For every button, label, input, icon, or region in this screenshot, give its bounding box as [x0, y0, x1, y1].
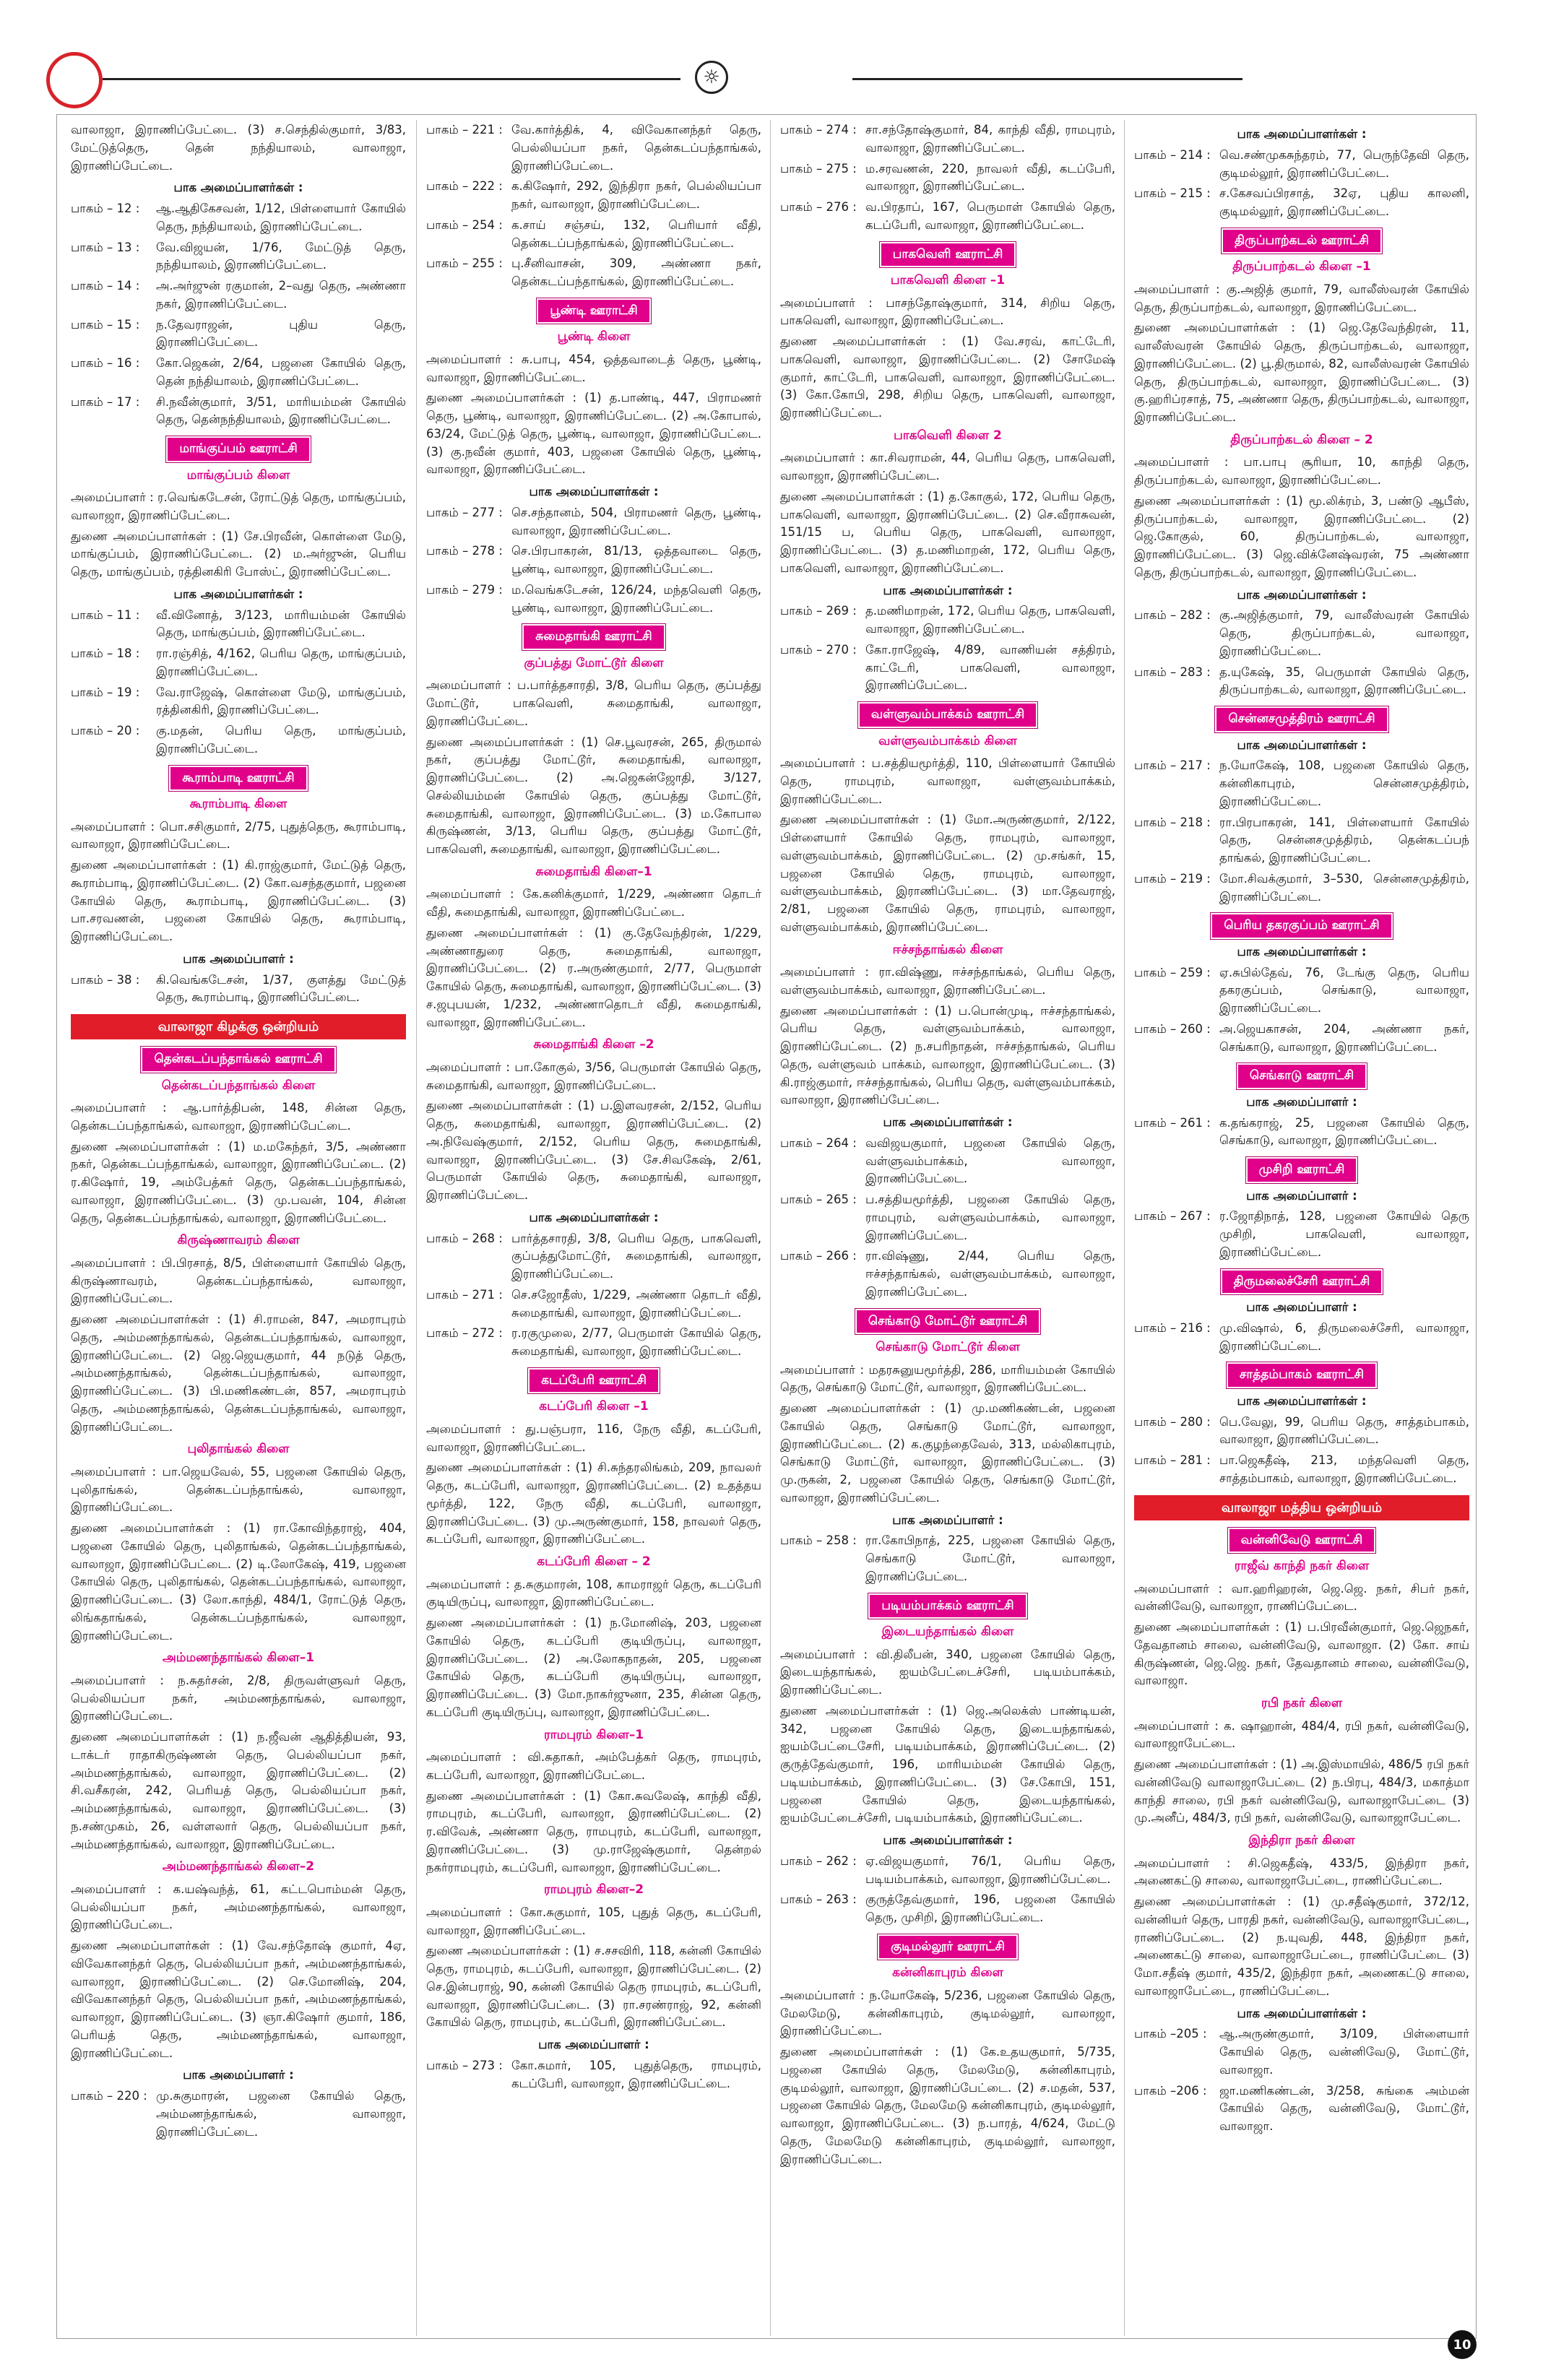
- branch-heading: புலிதாங்கல் கிளை: [187, 1442, 290, 1457]
- booth-entry: [426, 542, 761, 579]
- booth-number: பாகம் – 17 :: [71, 394, 140, 409]
- booth-organiser: குருத்தேவ்குமார், 196, பஜனை கோயில் தெரு, முசிறி, இராணிப்பேட்டை.: [865, 1892, 1115, 1924]
- column-4: [1134, 121, 1469, 2336]
- booth-organiser: க.தங்கராஜ், 25, பஜனை கோயில் தெரு, செங்காடு, வாலாஜா, இராணிப்பேட்டை.: [1219, 1115, 1469, 1148]
- booth-organiser: கு.மதன், பெரிய தெரு, மாங்குப்பம், இராணிப்பேட்டை.: [156, 724, 406, 756]
- booth-entry: [71, 607, 406, 643]
- column-divider: [1124, 120, 1125, 2336]
- rising-sun-icon: ☼: [695, 61, 728, 94]
- booth-organiser: ந.யோகேஷ், 108, பஜனை கோயில் தெரு, கன்னிகாபுரம், சென்னசமுத்திரம், இராணிப்பேட்டை.: [1219, 758, 1469, 808]
- booth-number: பாகம் –205 :: [1134, 2027, 1207, 2041]
- booth-number: பாகம் – 222 :: [426, 179, 503, 194]
- entry-text: துணை அமைப்பாளர்கள் : (1) மூ.லிக்ரம், 3, பண்டு ஆபீஸ், திருப்பாற்கடல், வாலாஜா, இராணிப்பேட்டை. (2) ஜெ.கோகுல், 60, திருப்பாற்கடல், வாலாஜா, இராணிப்பேட்டை. (3) ஜெ.விக்னேஷ்வரன், 75 அண்ணா தெரு, திருப்பாற்கடல், வாலாஜா, இராணிப்பேட்டை.: [1134, 493, 1469, 579]
- entry-text: துணை அமைப்பாளர்கள் : (1) த.கோகுல், 172, பெரிய தெரு, பாகவெளி, வாலாஜா, இராணிப்பேட்டை. (2) செ.வீராசுவன், 151/15 ப, பெரிய தெரு, பாகவெளி, வாலாஜா, இராணிப்பேட்டை. (3) த.மணிமாறன், 172, பெரிய தெரு, பாகவெளி, வாலாஜா, இராணிப்பேட்டை.: [780, 489, 1115, 575]
- booth-organiser: த.யுகேஷ், 35, பெருமாள் கோயில் தெரு, திருப்பாற்கடல், வாலாஜா, இராணிப்பேட்டை.: [1219, 665, 1469, 697]
- booth-number: பாகம் – 217 :: [1134, 758, 1211, 773]
- booth-number: பாகம் – 274 :: [780, 123, 857, 137]
- booth-entry: [71, 2087, 406, 2141]
- entry-text: துணை அமைப்பாளர்கள் : (1) கே.உதயகுமார், 5/735, பஜனை கோயில் தெரு, மேலமேடு, கன்னிகாபுரம், குடிமல்லூர், வாலாஜா, இராணிப்பேட்டை. (2) ச.மதன், 537, பஜனை கோயில் தெரு, மேலமேடு கன்னிகாபுரம், குடிமல்லூர், வாலாஜா, இராணிப்பேட்டை. (3) ந.பாரத், 4/624, மேட்டு தெரு, மேலமேடு கன்னிகாபுரம், குடிமல்லூர், வாலாஜா, இராணிப்பேட்டை.: [780, 2045, 1115, 2166]
- booth-entry: [71, 316, 406, 352]
- column-divider: [416, 120, 417, 2336]
- panchayat-heading: கூராம்பாடி ஊராட்சி: [169, 766, 307, 792]
- booth-organisers-label: பாக அமைப்பாளர்கள் :: [883, 583, 1013, 597]
- branch-heading: திருப்பாற்கடல் கிளை –1: [1232, 259, 1371, 274]
- booth-entry: [426, 1286, 761, 1323]
- panchayat-heading: கடப்பேரி ஊராட்சி: [528, 1368, 660, 1394]
- booth-organiser: மோ.சிவக்குமார், 3–530, சென்னசமுத்திரம், இராணிப்பேட்டை.: [1219, 871, 1469, 904]
- booth-number: பாகம் – 265 :: [780, 1193, 857, 1206]
- booth-organisers-label: பாக அமைப்பாளர்கள் :: [1237, 737, 1367, 752]
- entry-text: அமைப்பாளர் : க.யஷ்வந்த், 61, கட்டபொம்மன் தெரு, பெல்லியப்பா நகர், அம்மணந்தாங்கல், வாலாஜா, இராணிப்பேட்டை.: [71, 1882, 406, 1932]
- booth-number: பாகம் – 254 :: [426, 217, 503, 232]
- booth-organiser: கோ.ஜெகன், 2/64, பஜனை கோயில் தெரு, தென் நந்தியாலம், இராணிப்பேட்டை.: [156, 356, 406, 388]
- branch-heading: கன்னிகாபுரம் கிளை: [892, 1965, 1003, 1981]
- booth-organiser: கு.அஜித்குமார், 79, வாலீஸ்வரன் கோயில் தெரு, திருப்பாற்கடல், வாலாஜா, இராணிப்பேட்டை.: [1219, 608, 1469, 658]
- entry-text: வாலாஜா, இராணிப்பேட்டை. (3) ச.செந்தில்குமார், 3/83, மேட்டுத்தெரு, தென் நந்தியாலம், வாலாஜா, இராணிப்பேட்டை.: [71, 123, 406, 173]
- booth-number: பாகம் – 279 :: [426, 582, 503, 597]
- booth-number: பாகம் – 273 :: [426, 2058, 503, 2072]
- entry-text: துணை அமைப்பாளர்கள் : (1) செ.பூவரசன், 265, திருமால் நகர், குப்பத்து மோட்டூர், சுமைதாங்கி, வாலாஜா, இராணிப்பேட்டை. (2) அ.ஜெகன்ஜோதி, 3/127, செல்லியம்மன் கோயில் தெரு, குப்பத்து மோட்டூர், சுமைதாங்கி, வாலாஜா, இராணிப்பேட்டை. (3) ம.கோபால கிருஷ்ணன், 3/13, பெரிய தெரு, குப்பத்து மோட்டூர், பாகவெளி, சுமைதாங்கி, வாலாஜா, இராணிப்பேட்டை.: [426, 735, 761, 856]
- entry-text: துணை அமைப்பாளர்கள் : (1) கு.தேவேந்திரன், 1/229, அண்ணாதுரை தெரு, சுமைதாங்கி, வாலாஜா, இராணிப்பேட்டை. (2) ர.அருண்குமார், 2/77, பெருமாள் கோயில் தெரு, சுமைதாங்கி, வாலாஜா, இராணிப்பேட்டை. (3) ச.ஜபுபயன், 1/232, அண்ணாதொடர் வீதி, சுமைதாங்கி, வாலாஜா, இராணிப்பேட்டை.: [426, 925, 761, 1029]
- booth-entry: [1134, 1021, 1469, 1057]
- booth-number: பாகம் – 13 :: [71, 240, 140, 254]
- page-header: [0, 0, 1543, 101]
- branch-heading: ராஜீவ் காந்தி நகர் கிளை: [1234, 1559, 1370, 1573]
- booth-entry: [426, 2057, 761, 2093]
- booth-organisers-label: பாக அமைப்பாளர் :: [183, 2068, 294, 2082]
- booth-entry: [1134, 870, 1469, 906]
- branch-heading: இடையந்தாங்கல் கிளை: [881, 1624, 1014, 1639]
- panchayat-heading: பாகவெளி ஊராட்சி: [880, 242, 1016, 268]
- booth-entry: [71, 394, 406, 430]
- booth-entry: [426, 1230, 761, 1284]
- booth-organiser: த.மணிமாறன், 172, பெரிய தெரு, பாகவெளி, வாலாஜா, இராணிப்பேட்டை.: [865, 604, 1115, 636]
- booth-entry: [1134, 664, 1469, 700]
- entry-text: அமைப்பாளர் : ந.சுதர்சன், 2/8, திருவள்ளுவர் தெரு, பெல்லியப்பா நகர், அம்மணந்தாங்கல், வாலாஜா, இராணிப்பேட்டை.: [71, 1673, 406, 1723]
- panchayat-heading: திருமலைச்சேரி ஊராட்சி: [1221, 1269, 1383, 1295]
- booth-entry: [780, 641, 1115, 695]
- entry-text: அமைப்பாளர் : பாசந்தோஷ்குமார், 314, சிறிய தெரு, பாகவெளி, வாலாஜா, இராணிப்பேட்டை.: [780, 295, 1115, 328]
- booth-organiser: பெ.வேலு, 99, பெரிய தெரு, சாத்தம்பாகம், வாலாஜா, இராணிப்பேட்டை.: [1219, 1414, 1469, 1447]
- entry-text: துணை அமைப்பாளர்கள் : (1) ம.மகேந்தர், 3/5, அண்ணா நகர், தென்கடப்பந்தாங்கல், வாலாஜா, இராணிப்பேட்டை. (2) ர.கிஷோர், 19, அம்பேத்கர் தெரு, தென்கடப்பந்தாங்கல், வாலாஜா, இராணிப்பேட்டை. (3) மு.பவன், 104, சின்ன தெரு, தென்கடப்பந்தாங்கல், வாலாஜா, இராணிப்பேட்டை.: [71, 1139, 406, 1225]
- entry-text: துணை அமைப்பாளர்கள் : (1) ஜெ.அலெக்ஸ் பாண்டியன், 342, பஜனை கோயில் தெரு, இடையந்தாங்கல், ஐயம்பேட்டைசேரி, படியம்பாக்கம், இராணிப்பேட்டை. (2) குருத்தேவ்குமார், 196, மாரியம்மன் கோயில் தெரு, படியம்பாக்கம், இராணிப்பேட்டை. (3) சே.கோபி, 151, பஜனை கோயில் தெரு, இடையந்தாங்கல், ஐயம்பேட்டைச்சேரி, படியம்பாக்கம், இராணிப்பேட்டை.: [780, 1703, 1115, 1825]
- union-heading: வாலாஜா கிழக்கு ஒன்றியம்: [71, 1014, 406, 1039]
- entry-text: துணை அமைப்பாளர்கள் : (1) வே.சந்தோஷ் குமார், 4ஏ, விவேகானந்தர் தெரு, பெல்லியப்பா நகர், அம்மணந்தாங்கல், வாலாஜா, இராணிப்பேட்டை. (2) செ.மோனிஷ், 204, விவேகானந்தர் தெரு, பெல்லியப்பா நகர், அம்மணந்தாங்கல், வாலாஜா, இராணிப்பேட்டை. (3) ஞா.கிஷோர் குமார், 186, பெரியத் தெரு, அம்மணந்தாங்கல், வாலாஜா, இராணிப்பேட்டை.: [71, 1939, 406, 2060]
- booth-entry: [780, 1247, 1115, 1301]
- booth-entry: [71, 239, 406, 275]
- booth-organisers-label: பாக அமைப்பாளர் :: [183, 951, 294, 966]
- booth-organiser: ரா.பிரபாகரன், 141, பிள்ளையார் கோயில் தெரு, சென்னசமுத்திரம், தென்கடப்பந் தாங்கல், இராணிப்பேட்டை.: [1219, 815, 1469, 865]
- booth-organiser: ஆ.அருண்குமார், 3/109, பிள்ளையார் கோயில் தெரு, வன்னிவேடு, மோட்டூர், வாலாஜா.: [1219, 2027, 1469, 2077]
- entry-text: அமைப்பாளர் : த.சுகுமாரன், 108, காமராஜர் தெரு, கடப்பேரி குடியிருப்பு, வாலாஜா, இராணிப்பேட்டை.: [426, 1577, 761, 1609]
- booth-organiser: பார்த்தசாரதி, 3/8, பெரிய தெரு, பாகவெளி, குப்பத்துமோட்டூர், சுமைதாங்கி, வாலாஜா, இராணிப்பேட்டை.: [511, 1231, 761, 1281]
- panchayat-heading: தென்கடப்பந்தாங்கல் ஊராட்சி: [141, 1047, 335, 1073]
- booth-number: பாகம் – 262 :: [780, 1853, 857, 1868]
- booth-number: பாகம் – 275 :: [780, 161, 857, 176]
- booth-entry: [1134, 1320, 1469, 1356]
- branch-heading: வள்ளுவம்பாக்கம் கிளை: [878, 733, 1017, 748]
- booth-entry: [426, 121, 761, 175]
- panchayat-heading: முசிறி ஊராட்சி: [1246, 1157, 1358, 1183]
- booth-entry: [780, 199, 1115, 235]
- booth-number: பாகம் – 280 :: [1134, 1414, 1211, 1429]
- booth-number: பாகம் – 255 :: [426, 256, 503, 271]
- section-ring-icon: [46, 52, 103, 108]
- entry-text: துணை அமைப்பாளர்கள் : (1) கோ.சுவலேஷ், காந்தி வீதி, ராமபுரம், கடப்பேரி, வாலாஜா, இராணிப்பேட்டை. (2) ர.விவேக், அண்ணா தெரு, ராமபுரம், கடப்பேரி, வாலாஜா, இராணிப்பேட்டை. (3) மு.ராஜேஷ்குமார், தென்றல் நகர்ராமபுரம், கடப்பேரி, வாலாஜா, இராணிப்பேட்டை.: [426, 1788, 761, 1874]
- branch-heading: கூராம்பாடி கிளை: [189, 797, 288, 811]
- booth-organiser: ஏ.விஜயகுமார், 76/1, பெரிய தெரு, படியம்பாக்கம், வாலாஜா, இராணிப்பேட்டை.: [865, 1853, 1115, 1886]
- branch-heading: அம்மணந்தாங்கல் கிளை–1: [162, 1650, 315, 1666]
- column-2: [426, 121, 761, 2336]
- entry-text: துணை அமைப்பாளர்கள் : (1) த.பாண்டி, 447, பிராமணர் தெரு, பூண்டி, வாலாஜா, இராணிப்பேட்டை. (2) அ.கோபால், 63/24, மேட்டுத் தெரு, பூண்டி, வாலாஜா, இராணிப்பேட்டை. (3) கு.நவீன் குமார், 403, பஜனை கோயில் தெரு, பூண்டி, வாலாஜா, இராணிப்பேட்டை.: [426, 391, 761, 477]
- column-divider: [770, 120, 771, 2336]
- booth-number: பாகம் – 14 :: [71, 279, 140, 293]
- booth-organiser: பு.சீனிவாசன், 309, அண்ணா நகர், தென்கடப்பந்தாங்கல், இராணிப்பேட்டை.: [511, 256, 761, 288]
- column-3: [780, 121, 1115, 2336]
- booth-number: பாகம் – 215 :: [1134, 186, 1211, 201]
- booth-number: பாகம் – 268 :: [426, 1231, 503, 1245]
- booth-organiser: வீ.வினோத், 3/123, மாரியம்மன் கோயில் தெரு, மாங்குப்பம், இராணிப்பேட்டை.: [156, 607, 406, 640]
- booth-entry: [1134, 607, 1469, 660]
- booth-number: பாகம் – 20 :: [71, 724, 140, 737]
- booth-entry: [1134, 1414, 1469, 1450]
- booth-entry: [426, 178, 761, 214]
- entry-text: துணை அமைப்பாளர்கள் : (1) ப.பிரவீன்குமார், ஜெ.ஜெநகர், தேவதானம் சாலை, வன்னிவேடு, வாலாஜா. (2) கோ. சாய் கிருஷ்ணன், ஜெ.ஜெ. நகர், தேவதானம் சாலை, வன்னிவேடு, வாலாஜா.: [1134, 1620, 1469, 1688]
- booth-entry: [71, 200, 406, 236]
- booth-entry: [1134, 2082, 1469, 2136]
- booth-number: பாகம் – 276 :: [780, 200, 857, 214]
- booth-number: பாகம் – 12 :: [71, 202, 140, 215]
- booth-number: பாகம் – 263 :: [780, 1892, 857, 1907]
- entry-text: துணை அமைப்பாளர்கள் : (1) ஜெ.தேவேந்திரன், 11, வாலீஸ்வரன் கோயில் தெரு, திருப்பாற்கடல், வாலாஜா, இராணிப்பேட்டை. (2) பூ.திருமால், 82, வாலீஸ்வரன் கோயில் தெரு, திருப்பாற்கடல், வாலாஜா, இராணிப்பேட்டை. (3) கு.ஹரிப்ரசாத், 75, அண்ணா தெரு, திருப்பாற்கடல், வாலாஜா, இராணிப்பேட்டை.: [1134, 321, 1469, 424]
- booth-number: பாகம் – 270 :: [780, 642, 857, 657]
- booth-organisers-label: பாக அமைப்பாளர் :: [1246, 1300, 1357, 1314]
- entry-text: அமைப்பாளர் : ப.சத்தியமூர்த்தி, 110, பிள்ளையார் கோயில் தெரு, ராமபுரம், வாலாஜா, வள்ளுவம்பாக்கம், இராணிப்பேட்டை.: [780, 756, 1115, 806]
- branch-heading: அம்மணந்தாங்கல் கிளை–2: [162, 1859, 315, 1874]
- booth-number: பாகம் – 219 :: [1134, 871, 1211, 886]
- booth-organiser: கி.வெங்கடேசன், 1/37, குளத்து மேட்டுத் தெரு, கூராம்பாடி, இராணிப்பேட்டை.: [156, 972, 406, 1005]
- booth-entry: [780, 602, 1115, 639]
- booth-number: பாகம் – 38 :: [71, 972, 140, 987]
- booth-organisers-label: பாக அமைப்பாளர்கள் :: [883, 1115, 1013, 1129]
- panchayat-heading: திருப்பாற்கடல் ஊராட்சி: [1222, 228, 1382, 254]
- booth-organiser: வே.கார்த்திக், 4, விவேகானந்தர் தெரு, பெல்லியப்பா நகர், தென்கடப்பந்தாங்கல், இராணிப்பேட்டை.: [511, 123, 761, 173]
- booth-organiser: வெ.சண்முகசுந்தரம், 77, பெருந்தேவி தெரு, குடிமல்லூர், இராணிப்பேட்டை.: [1219, 147, 1469, 180]
- panchayat-heading: வள்ளுவம்பாக்கம் ஊராட்சி: [858, 702, 1037, 728]
- booth-number: பாகம் –206 :: [1134, 2083, 1207, 2098]
- branch-heading: பூண்டி கிளை: [557, 329, 631, 345]
- booth-number: பாகம் – 19 :: [71, 685, 140, 699]
- entry-text: அமைப்பாளர் : பா.பாபு சூரியா, 10, காந்தி தெரு, திருப்பாற்கடல், வாலாஜா, இராணிப்பேட்டை.: [1134, 455, 1469, 487]
- header-rule-right: [852, 78, 1242, 80]
- page-number: 10: [1448, 2330, 1477, 2359]
- booth-organiser: செ.சந்தானம், 504, பிராமணர் தெரு, பூண்டி, வாலாஜா, இராணிப்பேட்டை.: [511, 505, 761, 537]
- entry-text: அமைப்பாளர் : பொ.சசிகுமார், 2/75, புதுத்தெரு, கூராம்பாடி, வாலாஜா, இராணிப்பேட்டை.: [71, 819, 406, 852]
- branch-heading: குப்பத்து மோட்டூர் கிளை: [524, 655, 664, 670]
- booth-organiser: அ.அர்ஜுன் ரகுமான், 2–வது தெரு, அண்ணா நகர், இராணிப்பேட்டை.: [156, 279, 406, 311]
- booth-number: பாகம் – 271 :: [426, 1287, 503, 1302]
- booth-number: பாகம் – 272 :: [426, 1326, 503, 1341]
- booth-organiser: ஜா.மணிகண்டன், 3/258, சுங்கை அம்மன் கோயில் தெரு, வன்னிவேடு, மோட்டூர், வாலாஜா.: [1219, 2083, 1469, 2133]
- entry-text: துணை அமைப்பாளர்கள் : (1) ந.மோனிஷ், 203, பஜனை கோயில் தெரு, கடப்பேரி குடியிருப்பு, வாலாஜா, இராணிப்பேட்டை. (2) அ.லோகநாதன், 205, பஜனை கோயில் தெரு, கடப்பேரி குடியிருப்பு, வாலாஜா, இராணிப்பேட்டை. (3) மோ.நாகர்ஜுனா, 235, சின்ன தெரு, கடப்பேரி குடியிருப்பு, வாலாஜா, இராணிப்பேட்டை.: [426, 1616, 761, 1719]
- entry-text: துணை அமைப்பாளர்கள் : (1) சே.பிரவீன், கொள்ளை மேடு, மாங்குப்பம், இராணிப்பேட்டை. (2) ம.அர்ஜுன், பெரிய தெரு, மாங்குப்பம், ரத்தினகிரி போஸ்ட், இராணிப்பேட்டை.: [71, 529, 406, 579]
- entry-text: அமைப்பாளர் : ஆ.பார்த்திபன், 148, சின்ன தெரு, தென்கடப்பந்தாங்கல், வாலாஜா, இராணிப்பேட்டை.: [71, 1101, 406, 1133]
- entry-text: துணை அமைப்பாளர்கள் : (1) வே.சரவ், காட்டேரி, பாகவெளி, வாலாஜா, இராணிப்பேட்டை. (2) சோமேஷ் குமார், காட்டேரி, பாகவெளி, வாலாஜா, இராணிப்பேட்டை. (3) கோ.கோபி, 298, சிறிய தெரு, பாகவெளி, வாலாஜா, இராணிப்பேட்டை.: [780, 334, 1115, 420]
- booth-organisers-label: பாக அமைப்பாளர்கள் :: [1237, 127, 1367, 141]
- booth-entry: [780, 1891, 1115, 1927]
- entry-text: அமைப்பாளர் : மதரசுனுயமூர்த்தி, 286, மாரியம்மன் கோயில் தெரு, செங்காடு மோட்டூர், வாலாஜா, இராணிப்பேட்டை.: [780, 1362, 1115, 1395]
- booth-number: பாகம் – 214 :: [1134, 147, 1211, 162]
- branch-heading: தென்கடப்பந்தாங்கல் கிளை: [161, 1078, 316, 1093]
- booth-entry: [71, 277, 406, 313]
- branch-heading: சுமைதாங்கி கிளை –2: [533, 1037, 654, 1052]
- entry-text: துணை அமைப்பாளர்கள் : (1) அ.இஸ்மாயில், 486/5 ரபி நகர் வன்னிவேடு வாலாஜாபேட்டை (2) ந.பிரபு, 484/3, மகாத்மா காந்தி சாலை, ரபி நகர் வன்னிவேடு, வாலாஜாபேட்டை (3) மு.அனீப், 484/3, ரபி நகர், வன்னிவேடு, வாலாஜாபேட்டை.: [1134, 1757, 1469, 1825]
- entry-text: அமைப்பாளர் : க. ஷாஹான், 484/4, ரபி நகர், வன்னிவேடு, வாலாஜாபேட்டை.: [1134, 1718, 1469, 1751]
- panchayat-heading: சென்னசமுத்திரம் ஊராட்சி: [1215, 706, 1388, 732]
- booth-organiser: மு.சுகுமாரன், பஜனை கோயில் தெரு, அம்மணந்தாங்கல், வாலாஜா, இராணிப்பேட்டை.: [156, 2089, 406, 2139]
- booth-number: பாகம் – 278 :: [426, 544, 503, 558]
- union-heading: வாலாஜா மத்திய ஒன்றியம்: [1134, 1495, 1469, 1520]
- booth-entry: [1134, 147, 1469, 183]
- booth-entry: [1134, 964, 1469, 1018]
- entry-text: அமைப்பாளர் : பா.கோகுல், 3/56, பெருமாள் கோயில் தெரு, சுமைதாங்கி, வாலாஜா, இராணிப்பேட்டை.: [426, 1060, 761, 1092]
- booth-number: பாகம் – 216 :: [1134, 1320, 1211, 1335]
- booth-number: பாகம் – 266 :: [780, 1249, 857, 1263]
- entry-text: அமைப்பாளர் : கோ.சுகுமார், 105, புதுத் தெரு, கடப்பேரி, வாலாஜா, இராணிப்பேட்டை.: [426, 1905, 761, 1937]
- booth-number: பாகம் – 282 :: [1134, 608, 1211, 623]
- booth-number: பாகம் – 15 :: [71, 317, 140, 332]
- panchayat-heading: வன்னிவேடு ஊராட்சி: [1228, 1528, 1375, 1554]
- booth-entry: [1134, 757, 1469, 810]
- booth-organisers-label: பாக அமைப்பாளர் :: [892, 1513, 1003, 1527]
- booth-organisers-label: பாக அமைப்பாளர் :: [1246, 1094, 1357, 1109]
- booth-entry: [780, 1135, 1115, 1188]
- booth-organiser: க.சாய் சஞ்சய், 132, பெரியார் வீதி, தென்கடப்பந்தாங்கல், இராணிப்பேட்டை.: [511, 217, 761, 250]
- panchayat-heading: செங்காடு ஊராட்சி: [1237, 1063, 1367, 1089]
- booth-organisers-label: பாக அமைப்பாளர்கள் :: [1237, 1393, 1367, 1408]
- branch-heading: ரபி நகர் கிளை: [1261, 1696, 1343, 1710]
- booth-entry: [71, 355, 406, 391]
- panchayat-heading: மாங்குப்பம் ஊராட்சி: [166, 436, 310, 462]
- branch-heading: கிருஷ்ணாவரம் கிளை: [177, 1233, 300, 1248]
- panchayat-heading: செங்காடு மோட்டூர் ஊராட்சி: [855, 1309, 1040, 1335]
- column-1: [71, 121, 406, 2336]
- entry-text: துணை அமைப்பாளர்கள் : (1) ப.இளவரசன், 2/152, பெரிய தெரு, சுமைதாங்கி, வாலாஜா, இராணிப்பேட்டை. (2) அ.நிவேஷ்குமார், 2/152, பெரிய தெரு, சுமைதாங்கி, வாலாஜா, இராணிப்பேட்டை. (3) சே.சிவகேஷ், 2/61, பெருமாள் கோயில் தெரு, சுமைதாங்கி, வாலாஜா, இராணிப்பேட்டை.: [426, 1099, 761, 1202]
- entry-text: அமைப்பாளர் : ரா.விஷ்ணு, ஈச்சந்தாங்கல், பெரிய தெரு, வள்ளுவம்பாக்கம், வாலாஜா, இராணிப்பேட்டை.: [780, 965, 1115, 997]
- booth-entry: [1134, 1115, 1469, 1151]
- entry-text: அமைப்பாளர் : து.பஞ்பரா, 116, நேரு வீதி, கடப்பேரி, வாலாஜா, இராணிப்பேட்டை.: [426, 1421, 761, 1454]
- booth-organiser: செ.சஜோதீஸ், 1/229, அண்ணா தொடர் வீதி, சுமைதாங்கி, வாலாஜா, இராணிப்பேட்டை.: [511, 1287, 761, 1320]
- booth-organisers-label: பாக அமைப்பாளர்கள் :: [529, 1210, 659, 1224]
- entry-text: அமைப்பாளர் : வா.ஹரிஹரன், ஜெ.ஜெ. நகர், சிபர் நகர், வன்னிவேடு, வாலாஜா, ராணிப்பேட்டை.: [1134, 1581, 1469, 1614]
- entry-text: அமைப்பாளர் : வி.சுதாகர், அம்பேத்கர் தெரு, ராமபுரம், கடப்பேரி, வாலாஜா, இராணிப்பேட்டை.: [426, 1750, 761, 1782]
- booth-number: பாகம் – 16 :: [71, 356, 140, 370]
- booth-organisers-label: பாக அமைப்பாளர் :: [1246, 1188, 1357, 1203]
- booth-organisers-label: பாக அமைப்பாளர்கள் :: [1237, 2006, 1367, 2020]
- panchayat-heading: சாத்தம்பாகம் ஊராட்சி: [1227, 1362, 1377, 1388]
- entry-text: துணை அமைப்பாளர்கள் : (1) சி.சுந்தரலிங்கம், 209, நாவலர் தெரு, கடப்பேரி, வாலாஜா, இராணிப்பேட்டை. (2) உதத்தய மூர்த்தி, 122, நேரு வீதி, கடப்பேரி, வாலாஜா, இராணிப்பேட்டை. (3) மு.அருண்குமார், 158, நாவலர் தெரு, கடப்பேரி, வாலாஜா, இராணிப்பேட்டை.: [426, 1461, 761, 1546]
- booth-organisers-label: பாக அமைப்பாளர்கள் :: [529, 485, 659, 498]
- booth-organiser: ப.சத்தியமூர்த்தி, பஜனை கோயில் தெரு, ராமபுரம், வள்ளுவம்பாக்கம், வாலாஜா, இராணிப்பேட்டை.: [865, 1193, 1115, 1242]
- entry-text: அமைப்பாளர் : வி.திலீபன், 340, பஜனை கோயில் தெரு, இடையந்தாங்கல், ஐயம்பேட்டைச்சேரி, படியம்பாக்கம், இராணிப்பேட்டை.: [780, 1647, 1115, 1697]
- branch-heading: கடப்பேரி கிளை – 2: [537, 1554, 651, 1569]
- booth-number: பாகம் – 220 :: [71, 2089, 147, 2103]
- entry-text: அமைப்பாளர் : சு.பாபு, 454, ஒத்தவாடைத் தெரு, பூண்டி, வாலாஜா, இராணிப்பேட்டை.: [426, 352, 761, 384]
- booth-organiser: ம.சரவணன், 220, நாவலர் வீதி, கடப்பேரி, வாலாஜா, இராணிப்பேட்டை.: [865, 161, 1115, 194]
- booth-organiser: ஏ.சுபில்தேவ், 76, டேங்கு தெரு, பெரிய தகரகுப்பம், செங்காடு, வாலாஜா, இராணிப்பேட்டை.: [1219, 965, 1469, 1015]
- booth-organiser: வ.பிரதாப், 167, பெருமாள் கோயில் தெரு, கடப்பேரி, வாலாஜா, இராணிப்பேட்டை.: [865, 200, 1115, 232]
- entry-text: துணை அமைப்பாளர்கள் : (1) ச.சசவிரி, 118, கன்னி கோயில் தெரு, ராமபுரம், கடப்பேரி, வாலாஜா, இராணிப்பேட்டை. (2) செ.இன்பராஜ், 90, கன்னி கோயில் தெரு ராமபுரம், கடப்பேரி, வாலாஜா, இராணிப்பேட்டை. (3) ரா.சரண்ராஜ், 92, கன்னி கோயில் தெரு, ராமபுரம், கடப்பேரி, இராணிப்பேட்டை.: [426, 1944, 761, 2030]
- branch-heading: பாகவெளி கிளை 2: [894, 428, 1002, 443]
- booth-entry: [426, 217, 761, 253]
- booth-entry: [71, 972, 406, 1008]
- booth-entry: [426, 504, 761, 540]
- booth-organiser: ரா.கோபிநாத், 225, பஜனை கோயில் தெரு, செங்காடு மோட்டூர், வாலாஜா, இராணிப்பேட்டை.: [865, 1533, 1115, 1583]
- booth-number: பாகம் – 283 :: [1134, 665, 1211, 679]
- booth-organiser: க.கிஷோர், 292, இந்திரா நகர், பெல்லியப்பா நகர், வாலாஜா, இராணிப்பேட்டை.: [511, 179, 761, 211]
- booth-organiser: ர.ஜோதிநாத், 128, பஜனை கோயில் தெரு முசிறி, பாகவெளி, வாலாஜா, இராணிப்பேட்டை.: [1219, 1209, 1469, 1259]
- booth-organisers-label: பாக அமைப்பாளர்கள் :: [173, 587, 303, 601]
- branch-heading: சுமைதாங்கி கிளை–1: [535, 864, 652, 879]
- entry-text: அமைப்பாளர் : கே.கனிக்குமார், 1/229, அண்ணா தொடர் வீதி, சுமைதாங்கி, வாலாஜா, இராணிப்பேட்டை.: [426, 887, 761, 919]
- entry-text: அமைப்பாளர் : பா.ஜெயவேல், 55, பஜனை கோயில் தெரு, புலிதாங்கல், தென்கடப்பந்தாங்கல், வாலாஜா, இராணிப்பேட்டை.: [71, 1464, 406, 1515]
- booth-organiser: ரா.விஷ்ணு, 2/44, பெரிய தெரு, ஈச்சந்தாங்கல், வள்ளுவம்பாக்கம், வாலாஜா, இராணிப்பேட்டை.: [865, 1249, 1115, 1299]
- booth-entry: [426, 1325, 761, 1361]
- booth-number: பாகம் – 258 :: [780, 1533, 857, 1548]
- branch-heading: மாங்குப்பம் கிளை: [186, 467, 290, 483]
- booth-entry: [71, 722, 406, 758]
- branch-heading: பாகவெளி கிளை –1: [890, 273, 1006, 287]
- branch-heading: இந்திரா நகர் கிளை: [1248, 1833, 1355, 1848]
- booth-entry: [1134, 2025, 1469, 2079]
- booth-number: பாகம் – 264 :: [780, 1135, 857, 1150]
- booth-number: பாகம் – 281 :: [1134, 1453, 1211, 1467]
- entry-text: அமைப்பாளர் : சி.ஜெகதீஷ், 433/5, இந்திரா நகர், அணைகட்டு சாலை, வாலாஜாபேட்டை, ராணிப்பேட்டை.: [1134, 1856, 1469, 1888]
- branch-heading: ஈச்சந்தாங்கல் கிளை: [892, 942, 1003, 957]
- booth-entry: [780, 1853, 1115, 1889]
- booth-entry: [780, 1532, 1115, 1585]
- booth-number: பாகம் – 277 :: [426, 505, 503, 519]
- booth-entry: [71, 645, 406, 681]
- booth-entry: [426, 255, 761, 291]
- booth-entry: [780, 121, 1115, 157]
- entry-text: அமைப்பாளர் : கு.அஜித் குமார், 79, வாலீஸ்வரன் கோயில் தெரு, திருப்பாற்கடல், வாலாஜா, இராணிப்பேட்டை.: [1134, 282, 1469, 314]
- booth-number: பாகம் – 260 :: [1134, 1021, 1211, 1036]
- entry-text: துணை அமைப்பாளர்கள் : (1) ப.பொன்முடி, ஈச்சந்தாங்கல், பெரிய தெரு, வள்ளுவம்பாக்கம், வாலாஜா, இராணிப்பேட்டை. (2) ந.சபரிநாதன், ஈச்சந்தாங்கல், பெரிய தெரு, வள்ளுவம் பாக்கம், வாலாஜா, இராணிப்பேட்டை. (3) கி.ராஜ்குமார், ஈச்சந்தாங்கல், பெரிய தெரு, வள்ளுவம்பாக்கம், வாலாஜா, இராணிப்பேட்டை.: [780, 1003, 1115, 1107]
- booth-organiser: சி.நவீன்குமார், 3/51, மாரியம்மன் கோயில் தெரு, தென்நந்தியாலம், இராணிப்பேட்டை.: [156, 394, 406, 427]
- panchayat-heading: பெரிய தகரகுப்பம் ஊராட்சி: [1211, 913, 1392, 939]
- booth-number: பாகம் – 221 :: [426, 123, 503, 137]
- panchayat-heading: சுமைதாங்கி ஊராட்சி: [522, 624, 665, 650]
- header-rule-left: [103, 78, 680, 80]
- booth-number: பாகம் – 269 :: [780, 604, 857, 618]
- booth-entry: [426, 581, 761, 618]
- branch-heading: ராமபுரம் கிளை–1: [543, 1727, 644, 1742]
- booth-organiser: வே.ராஜேஷ், கொள்ளை மேடு, மாங்குப்பம், ரத்தினகிரி, இராணிப்பேட்டை.: [156, 685, 406, 717]
- entry-text: துணை அமைப்பாளர்கள் : (1) சி.ராமன், 847, அமராபுரம் தெரு, அம்மணந்தாங்கல், தென்கடப்பந்தாங்கல், வாலாஜா, இராணிப்பேட்டை. (2) ஜெ.ஜெயகுமார், 44 நடுத் தெரு, அம்மணந்தாங்கல், தென்கடப்பந்தாங்கல், வாலாஜா, இராணிப்பேட்டை. (3) பி.மணிகண்டன், 857, அமராபுரம் தெரு, அம்மணந்தாங்கல், தென்கடப்பந்தாங்கல், வாலாஜா, இராணிப்பேட்டை.: [71, 1312, 406, 1434]
- booth-organiser: ந.தேவராஜன், புதிய தெரு, இராணிப்பேட்டை.: [156, 317, 406, 350]
- booth-entry: [780, 160, 1115, 196]
- booth-organiser: கோ.சுமார், 105, புதுத்தெரு, ராமபுரம், கடப்பேரி, வாலாஜா, இராணிப்பேட்டை.: [511, 2058, 761, 2090]
- booth-organiser: பா.ஜெகதீஷ், 213, மந்தவெளி தெரு, சாத்தம்பாகம், வாலாஜா, இராணிப்பேட்டை.: [1219, 1453, 1469, 1485]
- booth-number: பாகம் – 259 :: [1134, 965, 1211, 979]
- booth-organisers-label: பாக அமைப்பாளர் :: [538, 2038, 649, 2051]
- booth-organisers-label: பாக அமைப்பாளர்கள் :: [1237, 944, 1367, 959]
- booth-organiser: ர.ரகுமுலை, 2/77, பெருமாள் கோயில் தெரு, சுமைதாங்கி, வாலாஜா, இராணிப்பேட்டை.: [511, 1326, 761, 1358]
- booth-organiser: அ.ஜெயகாசன், 204, அண்ணா நகர், செங்காடு, வாலாஜா, இராணிப்பேட்டை.: [1219, 1021, 1469, 1054]
- booth-entry: [1134, 814, 1469, 867]
- branch-heading: கடப்பேரி கிளை –1: [539, 1399, 649, 1414]
- booth-organisers-label: பாக அமைப்பாளர்கள் :: [1237, 587, 1367, 602]
- booth-organiser: செ.பிரபாகரன், 81/13, ஒத்தவாடை தெரு, பூண்டி, வாலாஜா, இராணிப்பேட்டை.: [511, 544, 761, 576]
- booth-entry: [71, 684, 406, 720]
- panchayat-heading: பூண்டி ஊராட்சி: [537, 298, 650, 324]
- booth-organisers-label: பாக அமைப்பாளர்கள் :: [173, 181, 303, 195]
- entry-text: துணை அமைப்பாளர்கள் : (1) ரா.கோவிந்தராஜ், 404, பஜனை கோயில் தெரு, புலிதாங்கல், தென்கடப்பந்தாங்கல், வாலாஜா, இராணிப்பேட்டை. (2) டி.லோகேஷ், 419, பஜனை கோயில் தெரு, புலிதாங்கல், தென்கடப்பந்தாங்கல், வாலாஜா, இராணிப்பேட்டை. (3) லோ.காந்தி, 484/1, ரோட்டுத் தெரு, லிங்கதாங்கல், தென்கடப்பந்தாங்கல், வாலாஜா, இராணிப்பேட்டை.: [71, 1521, 406, 1643]
- booth-number: பாகம் – 267 :: [1134, 1209, 1211, 1224]
- entry-text: துணை அமைப்பாளர்கள் : (1) மோ.அருண்குமார், 2/122, பிள்ளையார் கோயில் தெரு, ராமபுரம், வாலாஜா, வள்ளுவம்பாக்கம், இராணிப்பேட்டை. (2) மு.சங்கர், 15, பஜனை கோயில் தெரு, ராமபுரம், வாலாஜா, வள்ளுவம்பாக்கம், இராணிப்பேட்டை. (3) மா.தேவராஜ், 2/81, பஜனை கோயில் தெரு, ராமபுரம், வாலாஜா, வள்ளுவம்பாக்கம், இராணிப்பேட்டை.: [780, 813, 1115, 934]
- booth-organiser: ஆ.ஆதிகேசவன், 1/12, பிள்ளையார் கோயில் தெரு, நந்தியாலம், இராணிப்பேட்டை.: [156, 202, 406, 233]
- entry-text: துணை அமைப்பாளர்கள் : (1) கி.ராஜ்குமார், மேட்டுத் தெரு, கூராம்பாடி, இராணிப்பேட்டை. (2) கோ.வசந்தகுமார், பஜனை கோயில் தெரு, கூராம்பாடி, இராணிப்பேட்டை. (3) பா.சரவணன், பஜனை கோயில் தெரு, கூராம்பாடி, இராணிப்பேட்டை.: [71, 858, 406, 943]
- booth-organiser: வவிஜயகுமார், பஜனை கோயில் தெரு, வள்ளுவம்பாக்கம், வாலாஜா, இராணிப்பேட்டை.: [865, 1135, 1115, 1186]
- booth-entry: [1134, 185, 1469, 221]
- booth-entry: [1134, 1208, 1469, 1261]
- panchayat-heading: படியம்பாக்கம் ஊராட்சி: [868, 1593, 1026, 1619]
- entry-text: அமைப்பாளர் : ந.யோகேஷ், 5/236, பஜனை கோயில் தெரு, மேலமேடு, கன்னிகாபுரம், குடிமல்லூர், வாலாஜா, இராணிப்பேட்டை.: [780, 1988, 1115, 2038]
- booth-organiser: ரா.ரஞ்சித், 4/162, பெரிய தெரு, மாங்குப்பம், இராணிப்பேட்டை.: [156, 646, 406, 678]
- entry-text: துணை அமைப்பாளர்கள் : (1) மு.சதீஷ்குமார், 372/12, வன்னியர் தெரு, பாரதி நகர், வன்னிவேடு, வாலாஜாபேட்டை, ராணிப்பேட்டை. (2) ந.யுவதி, 448, இந்திரா நகர், அணைகட்டு சாலை, வாலாஜாபேட்டை, ராணிப்பேட்டை (3) மோ.சதீஷ் குமார், 435/2, இந்திரா நகர், அணைகட்டு சாலை, வாலாஜாபேட்டை, ராணிப்பேட்டை.: [1134, 1895, 1469, 1998]
- panchayat-heading: குடிமல்லூர் ஊராட்சி: [878, 1934, 1018, 1960]
- booth-organisers-label: பாக அமைப்பாளர்கள் :: [883, 1833, 1013, 1847]
- entry-text: அமைப்பாளர் : பி.பிரசாத், 8/5, பிள்ளையார் கோயில் தெரு, கிருஷ்ணாவரம், தென்கடப்பந்தாங்கல், வாலாஜா, இராணிப்பேட்டை.: [71, 1255, 406, 1306]
- booth-organiser: ம.வெங்கடேசன், 126/24, மந்தவெளி தெரு, பூண்டி, வாலாஜா, இராணிப்பேட்டை.: [511, 582, 761, 615]
- branch-heading: திருப்பாற்கடல் கிளை – 2: [1230, 432, 1373, 447]
- booth-number: பாகம் – 261 :: [1134, 1115, 1211, 1130]
- branch-heading: செங்காடு மோட்டூர் கிளை: [876, 1340, 1020, 1354]
- booth-number: பாகம் – 11 :: [71, 607, 140, 622]
- entry-text: அமைப்பாளர் : ர.வெங்கடேசன், ரோட்டுத் தெரு, மாங்குப்பம், வாலாஜா, இராணிப்பேட்டை.: [71, 490, 406, 522]
- booth-number: பாகம் – 218 :: [1134, 815, 1211, 829]
- booth-organiser: கோ.ராஜேஷ், 4/89, வாணியன் சத்திரம், காட்டேரி, பாகவெளி, வாலாஜா, இராணிப்பேட்டை.: [865, 642, 1115, 693]
- booth-organiser: வே.விஜயன், 1/76, மேட்டுத் தெரு, நந்தியாலம், இராணிப்பேட்டை.: [156, 240, 406, 272]
- entry-text: துணை அமைப்பாளர்கள் : (1) மு.மணிகண்டன், பஜனை கோயில் தெரு, செங்காடு மோட்டூர், வாலாஜா, இராணிப்பேட்டை. (2) க.குழந்தைவேல், 313, மல்லிகாபுரம், செங்காடு மோட்டூர், வாலாஜா, இராணிப்பேட்டை. (3) மு.ருகன், 2, பஜனை கோயில் தெரு, செங்காடு மோட்டூர், வாலாஜா, இராணிப்பேட்டை.: [780, 1401, 1115, 1505]
- branch-heading: ராமபுரம் கிளை–2: [543, 1882, 644, 1897]
- entry-text: துணை அமைப்பாளர்கள் : (1) ந.ஜீவன் ஆதித்தியன், 93, டாக்டர் ராதாகிருஷ்ணன் தெரு, பெல்லியப்பா நகர், அம்மணந்தாங்கல், வாலாஜா, இராணிப்பேட்டை. (2) சி.வசீகரன், 242, பெரியத் தெரு, பெல்லியப்பா நகர், அம்மணந்தாங்கல், வாலாஜா, இராணிப்பேட்டை. (3) ந.சண்முகம், 26, வள்ளலார் தெரு, பெல்லியப்பா நகர், அம்மணந்தாங்கல், வாலாஜா, இராணிப்பேட்டை.: [71, 1730, 406, 1851]
- entry-text: அமைப்பாளர் : ப.பார்த்தசாரதி, 3/8, பெரிய தெரு, குப்பத்து மோட்டூர், பாகவெளி, சுமைதாங்கி, வாலாஜா, இராணிப்பேட்டை.: [426, 678, 761, 728]
- booth-organiser: சா.சந்தோஷ்குமார், 84, காந்தி வீதி, ராமபுரம், வாலாஜா, இராணிப்பேட்டை.: [865, 123, 1115, 155]
- booth-entry: [1134, 1452, 1469, 1488]
- booth-number: பாகம் – 18 :: [71, 646, 140, 660]
- booth-organiser: ச.கேசவப்பிரசாத், 32ஏ, புதிய காலனி, குடிமல்லூர், இராணிப்பேட்டை.: [1219, 186, 1469, 218]
- booth-organiser: மு.விஷால், 6, திருமலைச்சேரி, வாலாஜா, இராணிப்பேட்டை.: [1219, 1320, 1469, 1353]
- entry-text: அமைப்பாளர் : கா.சிவராமன், 44, பெரிய தெரு, பாகவெளி, வாலாஜா, இராணிப்பேட்டை.: [780, 451, 1115, 483]
- booth-entry: [780, 1191, 1115, 1245]
